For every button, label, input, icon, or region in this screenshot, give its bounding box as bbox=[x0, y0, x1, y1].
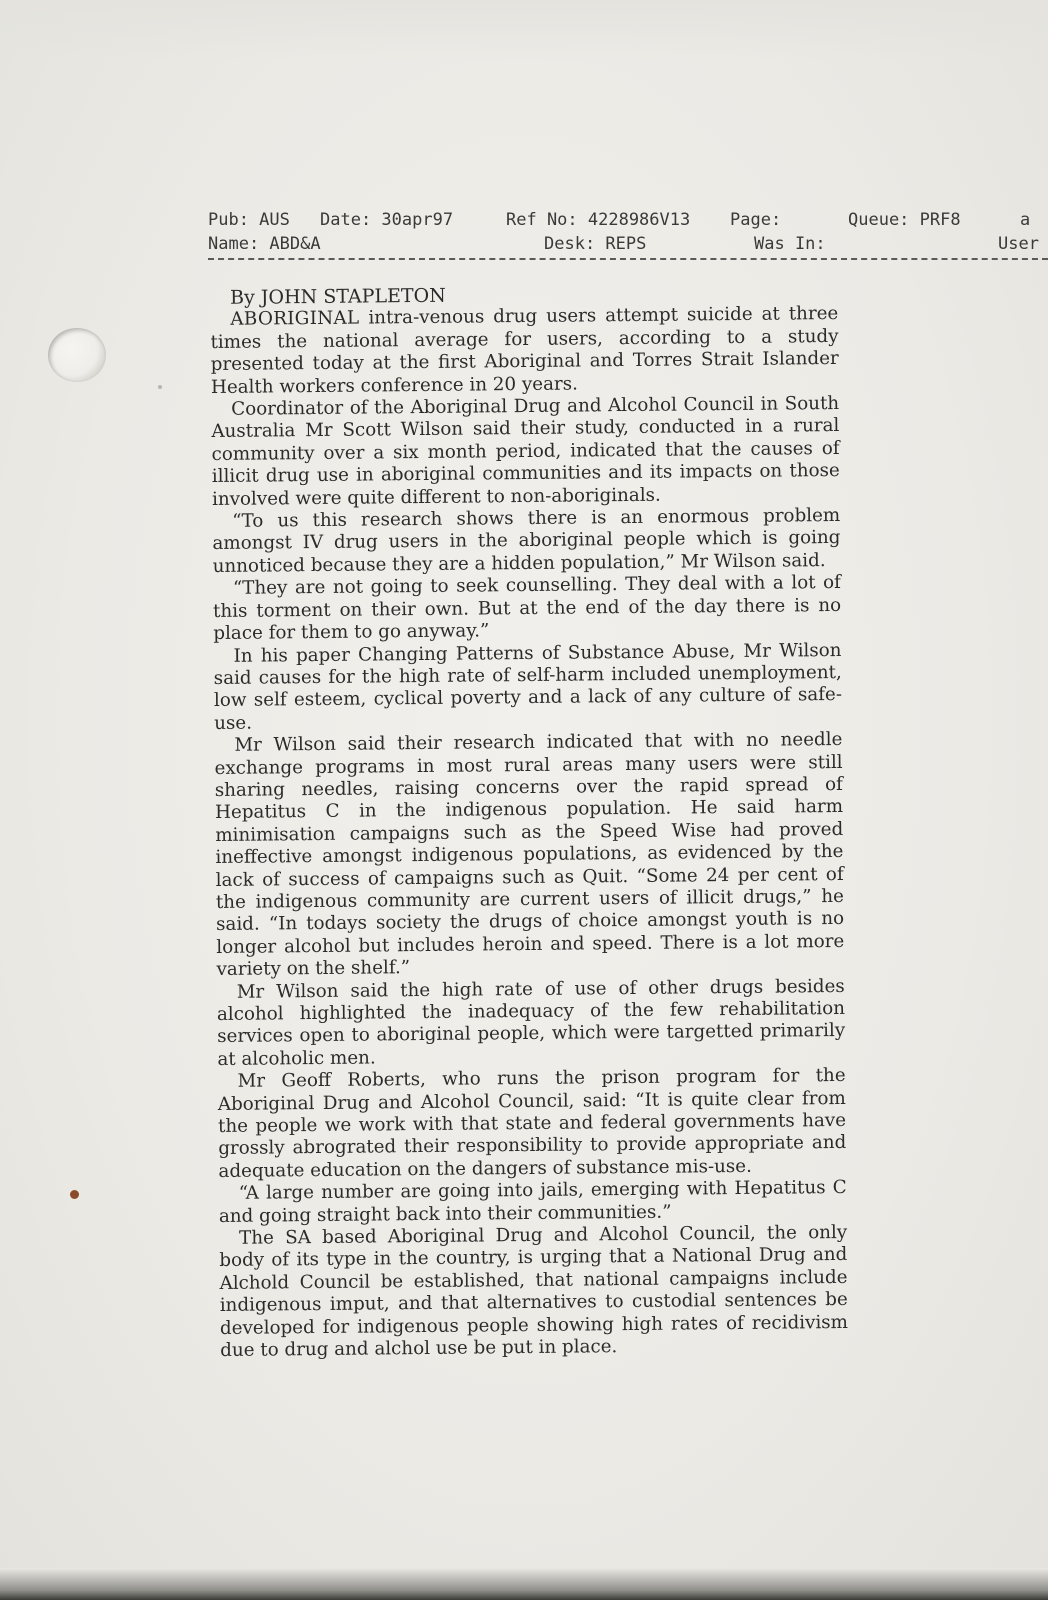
article-paragraph-8: Mr Geoff Roberts, who runs the prison program for the Aboriginal Drug and Alcohol Council, said: “It is quite clear from the people we work with that state and federal governments have grossly abrograted their responsibility to provide appropriate and adequate education on the dangers of substance mis-use. bbox=[217, 1065, 847, 1182]
header-line-1 bbox=[208, 208, 1048, 232]
header-fragment-user: User bbox=[998, 234, 1039, 254]
date-field: Date: 30apr97 bbox=[320, 210, 454, 230]
queue-field: Queue: PRF8 bbox=[848, 210, 961, 230]
header-fragment-a: a bbox=[1020, 210, 1031, 230]
pub-field: Pub: AUS bbox=[208, 210, 290, 230]
article-paragraph-6: Mr Wilson said their research indicated that with no needle exchange programs in most rural areas many users were still sharing needles, raising concerns over the rapid spread of Hepatitus C in the indigenous population. He said harm minimisation campaigns such as the Speed Wise had proved ineffective amongst indigenous populations, as evidenced by the lack of success of campaigns such as Quit. “Some 24 per cent of the indigenous community are current users of illicit drugs,” he said. “In todays society the drugs of choice amongst youth is no longer alcohol but includes heroin and speed. There is a lot more variety on the shelf.” bbox=[214, 729, 845, 981]
page-field: Page: bbox=[730, 210, 782, 230]
wire-header bbox=[208, 208, 1048, 256]
article-paragraph-9: “A large number are going into jails, emerging with Hepatitus C and going straight back into their communities.” bbox=[218, 1177, 847, 1227]
lead-word: ABORIGINAL bbox=[230, 307, 360, 331]
was-in-field: Was In: bbox=[754, 234, 826, 254]
article-paragraph-2: Coordinator of the Aboriginal Drug and Alcohol Council in South Australia Mr Scott Wilson said their study, conducted in a rural community over a six month period, indicated that the causes of illicit drug use in aboriginal communities and its impacts on those involved were quite different to non-aboriginals. bbox=[211, 392, 840, 510]
article-paragraph-4: “They are not going to seek counselling. They deal with a lot of this torment on their own. But at the end of the day there is no place for them to go anyway.” bbox=[213, 572, 842, 645]
header-line-2 bbox=[208, 232, 1048, 256]
ink-speck bbox=[158, 385, 162, 389]
top-shadow bbox=[0, 0, 1048, 60]
article-paragraph-1 bbox=[210, 303, 839, 399]
header-divider bbox=[208, 258, 1048, 260]
article-paragraph-5: In his paper Changing Patterns of Substance Abuse, Mr Wilson said causes for the high rate of self-harm included unemployment, low self esteem, cyclical poverty and a lack of any culture of safe-use. bbox=[213, 639, 843, 734]
article-paragraph-10: The SA based Aboriginal Drug and Alcohol Council, the only body of its type in the country, is urging that a National Drug and Alchold Council be established, that national campaigns include indigenous imput, and that alternatives to custodial sentences be developed for indigenous people showing high rates of recidivism due to drug and alchol use be put in place. bbox=[219, 1221, 849, 1362]
name-field: Name: ABD&A bbox=[208, 234, 321, 254]
article-paragraph-3: “To us this research shows there is an enormous problem amongst IV drug users in the aboriginal people which is going unnoticed because they are a hidden population,” Mr Wilson said. bbox=[212, 505, 841, 577]
scan-bottom-edge bbox=[0, 1568, 1048, 1600]
article-paragraph-7: Mr Wilson said the high rate of use of other drugs besides alcohol highlighted the inadequacy of the few rehabilitation services open to aboriginal people, which were targetted primarily at alcoholic men. bbox=[216, 975, 846, 1070]
ink-speck bbox=[70, 1190, 79, 1199]
paragraph-text: intra-venous drug users attempt suicide at three times the national average for users, according to a study presented today at the first Aboriginal and Torres Strait Islander Health workers conference in 20 years. bbox=[210, 303, 839, 398]
byline: By JOHN STAPLETON bbox=[229, 284, 446, 309]
article-body bbox=[210, 281, 848, 1362]
ref-field: Ref No: 4228986V13 bbox=[506, 210, 691, 230]
punch-hole bbox=[48, 328, 106, 382]
desk-field: Desk: REPS bbox=[544, 234, 647, 254]
